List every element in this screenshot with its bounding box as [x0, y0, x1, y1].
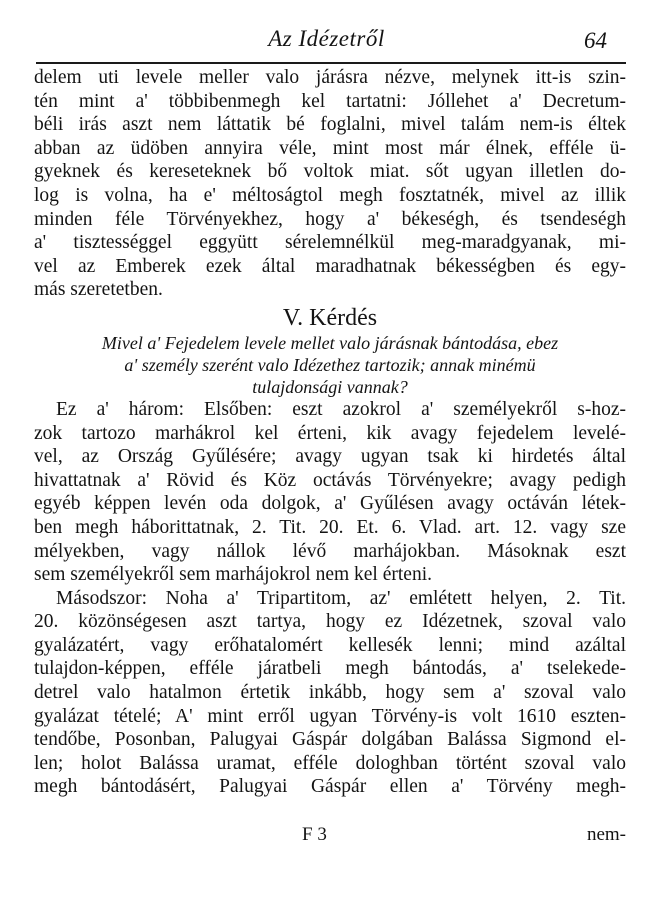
answer-line: tendőbe, Posonban, Palugyai Gáspár dolgában Balássa Sigmond el- — [34, 729, 626, 751]
text-line: a' tisztességgel eggyütt sérelemnélkül meg-maradgyanak, mi- — [34, 232, 626, 254]
running-title: Az Idézetről — [268, 26, 385, 51]
section-heading: V. Kérdés — [282, 304, 378, 331]
text-line: log is volna, ha e' méltoságtol megh fosztatnék, mivel az illik — [34, 184, 626, 206]
text-line: más szeretetben. — [34, 279, 163, 301]
answer-line: mélyekben, vagy nállok lévő marhájokban. Másoknak eszt — [34, 540, 626, 562]
answer-line: detrel valo hatalmon értetik inkább, hogy sem a' szoval valo — [34, 682, 626, 704]
page-header — [0, 26, 653, 56]
text-line: minden féle Törvényekhez, hogy a' békeségh, és tsendeségh — [34, 208, 626, 230]
text-line: béli irás aszt nem láttatik bé foglalni, mivel talám nem-is éltek — [34, 114, 626, 136]
question-line: Mivel a' Fejedelem levele mellet valo járásnak bántodása, ebez — [101, 332, 559, 353]
page-footer — [34, 824, 626, 850]
text-line: tén mint a' többibenmegh kel tartatni: Jóllehet a' Decretum- — [34, 90, 626, 112]
answer-line: tulajdon-képpen, efféle járatbeli megh bántodás, a' tselekede- — [34, 658, 626, 680]
header-rule — [36, 62, 626, 64]
answer-line: ben megh háborittatnak, 2. Tit. 20. Et. 6. Vlad. art. 12. vagy sze — [34, 516, 626, 538]
catchword: nem- — [586, 824, 626, 845]
text-line: delem uti levele meller valo járásra nézve, melynek itt-is szin- — [34, 67, 626, 88]
answer-line: gyalázatért, vagy erőhatalomért kellesék lenni; mind azáltal — [34, 634, 626, 656]
question-line: a' személy szerént valo Idézethez tartozik; annak minémü — [124, 354, 536, 375]
signature-mark: F 3 — [302, 824, 327, 845]
answer-line: sem személyekről sem marhájokrol nem kel érteni. — [34, 564, 432, 586]
answer-line: zok tartozo marhákrol kel érteni, kik avagy fejedelem levelé- — [34, 422, 626, 444]
body-text — [34, 66, 626, 799]
answer-line: egyéb képpen levén oda dolgok, a' Gyűlésen avagy octáván létek- — [34, 493, 626, 515]
page-number: 64 — [584, 28, 607, 53]
answer-line: megh bántodásért, Palugyai Gáspár ellen a' Törvény megh- — [34, 776, 626, 798]
answer-line: len; holot Balássa uramat, efféle dologhban történt szoval valo — [34, 752, 626, 774]
answer-line: 20. közönségesen aszt tartya, hogy ez Idézetnek, szoval valo — [34, 611, 626, 633]
question-line: tulajdonsági vannak? — [252, 376, 408, 397]
answer-line: Másodszor: Noha a' Tripartitom, az' emlétett helyen, 2. Tit. — [56, 587, 626, 609]
text-line: vel az Emberek ezek által maradhatnak békességben és egy- — [34, 255, 626, 277]
answer-line: hivattatnak a' Rövid és Köz octávás Törvényekre; avagy pedigh — [34, 469, 626, 491]
answer-line: vel, az Ország Gyűlésére; avagy ugyan tsak ki hirdetés által — [34, 446, 626, 468]
answer-line: Ez a' három: Elsőben: eszt azokrol a' személyekről s-hoz- — [56, 398, 626, 420]
text-line: gyeknek és kereseteknek bő voltok miat. sőt ugyan illetlen do- — [34, 161, 626, 183]
text-line: abban az üdöben annyira véle, mint most már élnek, efféle ü- — [34, 137, 626, 159]
answer-line: gyalázat tételé; A' mint erről ugyan Törvény-is volt 1610 eszten- — [34, 705, 626, 727]
